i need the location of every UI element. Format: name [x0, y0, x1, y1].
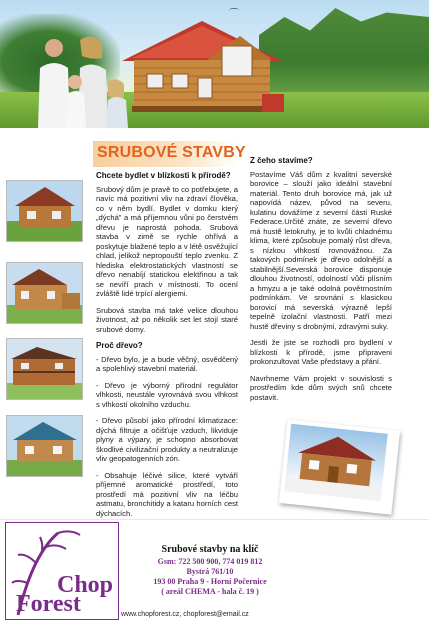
paragraph-nature: Srubový dům je pravě to co potřebujete, a navíc má pozitivní vliv na zdraví člověka, co v něm bydlí. Bydlet v domku který „dýchá" a má příjemnou vůni po čerstvém dřevu je naprostá pohoda. Srubová stavba v zimě se rychle ohřívá a poskytuje blažené teplo a v létě osvěžující chlad, jelikož nepropouští teplo zvenku. Z hlediska elektrostatických vlastností se dřevo nenabíjí statickou elektřinou a tak se nevíří prach v místnosti. To ocení zvláště lidé trpící alergiemi. — [96, 184, 238, 298]
paragraph-material: Postavíme Váš dům z kvalitní severské borovice – slouží jako ideální stavební materiál. Tento druh borovice má, jak už napovídá název, původ na severu, kulatinu dovážíme z severní části Ruské Federace.Určitě znáte, ze severní dřevo má hustě letokruhy, je to kvůli chladnému klima, které způsobuje pomalý růst dřeva, s nízkou vlhkostí rovnovážnou. Za takových podmínek je dřevo odolnější a stabilnější.Severská borovice disponuje dlouhou životností, odolností vůči plísním a hmyzu a je také odolná povětrnostním podmínkám. Ve srovnání s klasickou borovicí má severská výrazně lepší tepelně izolační vlastnosti. Patří mezi hustě dřeviny s drobnými, zdravými suky. — [250, 169, 392, 331]
right-column — [250, 156, 392, 409]
log-house-photo-2 — [6, 262, 83, 324]
contact-block — [125, 545, 295, 597]
contact-street: Bystrá 761/10 — [186, 567, 234, 576]
paragraph-lifespan: Srubová stavba má také velice dlouhou životnost, až po několik set let stojí staré srubové domy. — [96, 305, 238, 334]
list-item: - Dřevo je výborný přírodní regulátor vlhkosti, neustále vyrovnává svou vlhkost s vlhkostí okolního vzduchu. — [96, 380, 238, 409]
section-heading-nature: Chcete bydlet v blízkosti k přírodě? — [96, 171, 231, 180]
log-house-photo-4 — [6, 415, 83, 477]
family-photo — [30, 30, 138, 128]
log-house-photo-1 — [6, 180, 83, 242]
why-wood-list — [96, 355, 238, 519]
left-column — [96, 171, 238, 525]
divider — [0, 519, 429, 520]
paragraph-consult: Jestli že jste se rozhodli pro bydlení v blízkosti k přírodě, jsme připraveni prokonzultovat Vaše představy a přání. — [250, 338, 392, 366]
page-title: SRUBOVÉ STAVBY — [97, 144, 246, 161]
log-house-photo-tilted — [279, 419, 400, 514]
contact-city: 193 00 Praha 9 - Horní Počernice — [153, 577, 267, 586]
logo-text-chop: Chop — [57, 572, 114, 598]
list-item: - Dřevo působí jako přírodní klimatizace: dýchá filtruje a očišťuje vzduch, likviduje plyny a výpary, je schopno absorbovat škodlivé civilizační produkty a neutralizuje vliv geopatogenních zón. — [96, 416, 238, 463]
contact-phone: Gsm: 722 500 900, 774 019 812 — [157, 557, 263, 566]
contact-area: ( areál CHEMA - hala č. 19 ) — [161, 587, 259, 596]
section-heading-why-wood: Proč dřevo? — [96, 341, 143, 350]
logo-text-forest: Forest — [16, 591, 81, 617]
list-item: - Obsahuje léčivé silice, které vytváří příjemné aromatické prostředí, toto prostředí má pozitivní vliv na léčbu astmatu, bronchitidy a kataru horních cest dýchacích. — [96, 470, 238, 518]
bird-icon: ⌒ — [229, 9, 239, 20]
list-item: - Dřevo bylo, je a bude věčný, osvědčený a spolehlivý stavební materiál. — [96, 354, 238, 373]
hero-image — [0, 0, 429, 128]
section-heading-material: Z čeho stavíme? — [250, 156, 313, 165]
footer-web-email[interactable]: www.chopforest.cz, chopforest@email.cz — [121, 611, 249, 618]
log-house-photo-3 — [6, 338, 83, 400]
contact-title: Srubové stavby na klíč — [161, 544, 259, 555]
paragraph-project: Navrhneme Vám projekt v souvislosti s prostředím kde dům svých snů chcete postavit. — [250, 373, 392, 402]
log-house-illustration — [112, 16, 292, 116]
